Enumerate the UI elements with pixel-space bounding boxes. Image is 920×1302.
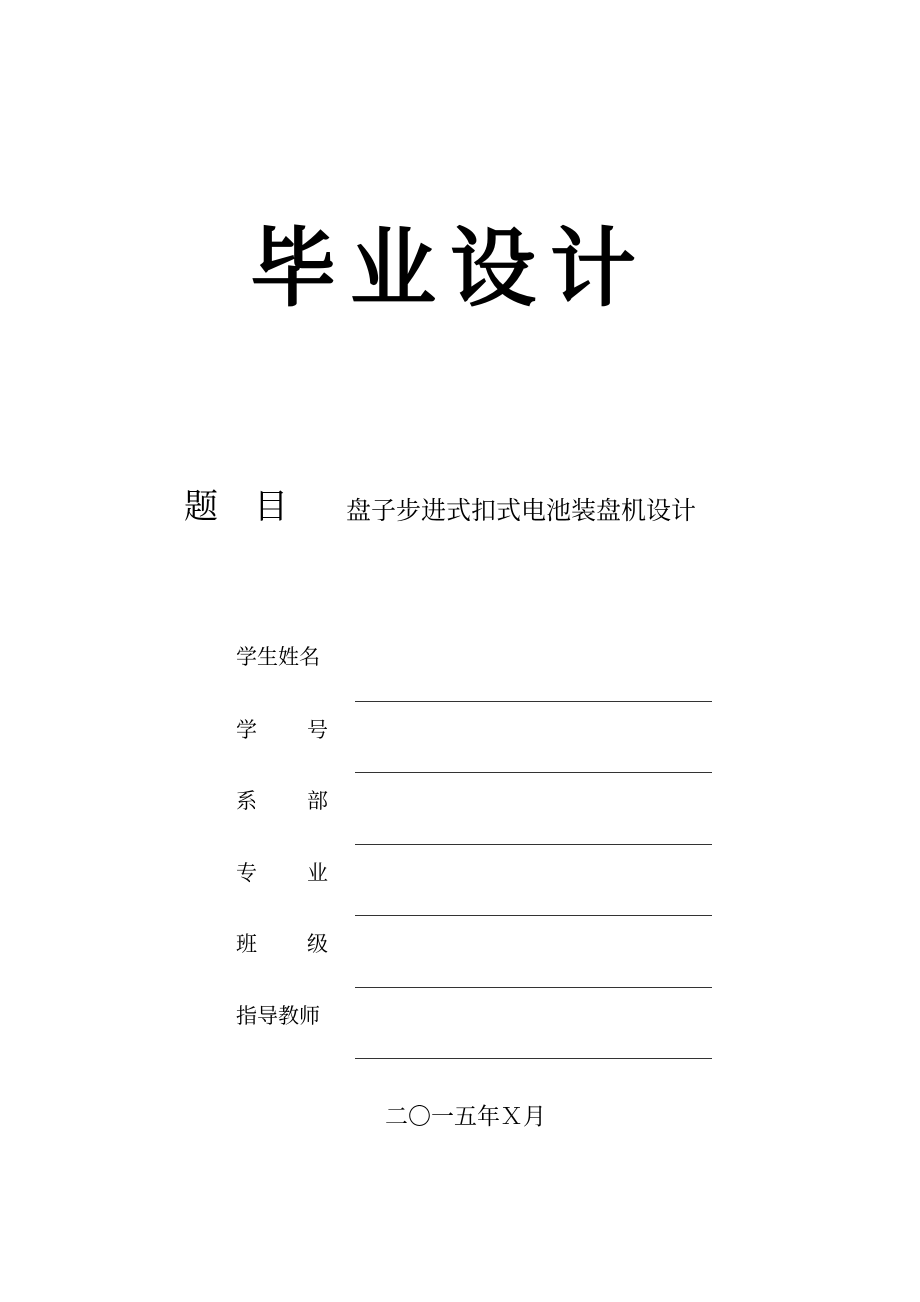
field-label-advisor [236,1006,328,1027]
field-line-department [355,844,712,845]
field-label-text: 指导教师 [236,1004,320,1028]
field-line-advisor [355,1058,712,1059]
topic-label-char-1: 题 [184,487,218,527]
field-line-student-number [355,772,712,773]
field-line-major [355,915,712,916]
field-label-text: 学 [236,718,257,742]
field-label-text: 学生姓名 [236,645,320,669]
topic-label-char-2: 目 [254,487,288,527]
topic-value: 盘子步进式扣式电池装盘机设计 [346,496,697,525]
field-label-text-end: 级 [307,932,328,956]
main-title: 毕业设计 [250,218,650,319]
field-line-class [355,987,712,988]
field-label-major [236,863,328,884]
field-label-text: 专 [236,861,257,885]
cover-date: 二〇一五年Ｘ月 [385,1104,546,1130]
field-label-class [236,934,328,955]
field-label-department [236,791,328,812]
field-line-student-name [355,701,712,702]
field-label-text-end: 号 [307,718,328,742]
field-label-text-end: 部 [307,789,328,813]
field-label-student-name [236,647,328,668]
field-label-text-end: 业 [307,861,328,885]
field-label-text: 班 [236,932,257,956]
field-label-student-number [236,720,328,741]
topic-label [184,487,288,527]
field-label-text: 系 [236,789,257,813]
